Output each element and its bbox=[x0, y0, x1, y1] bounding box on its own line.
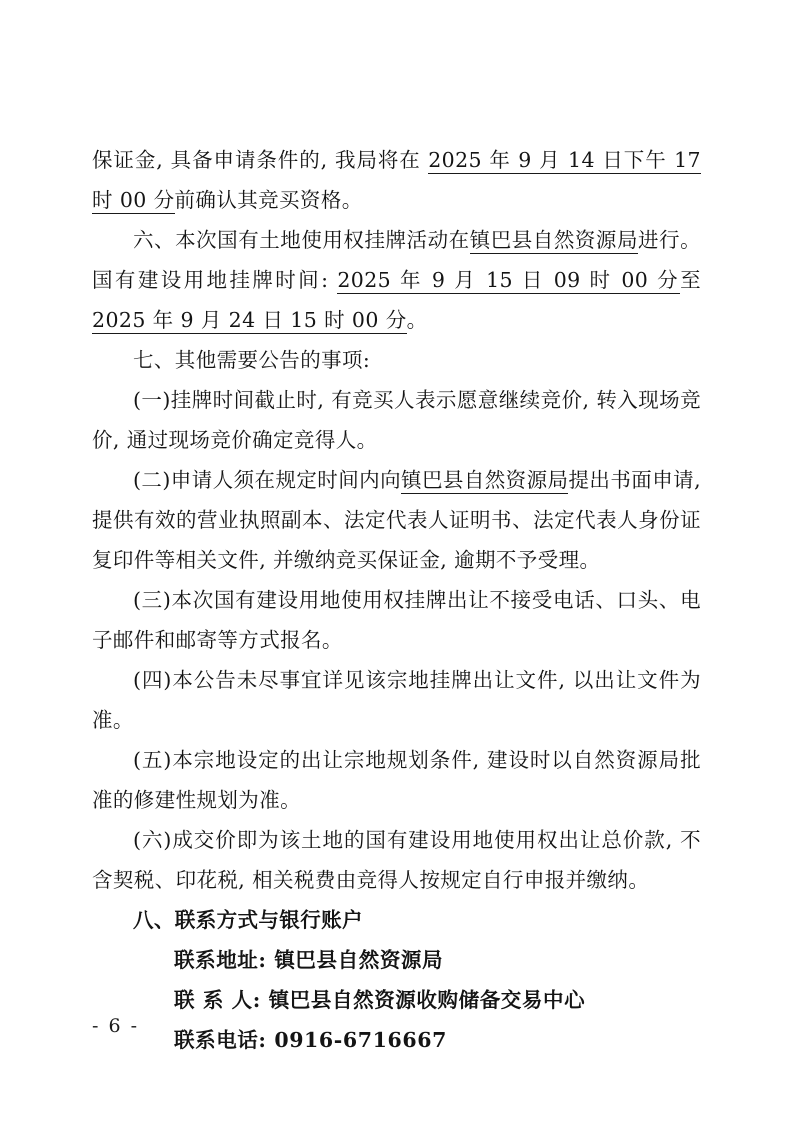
text-run: 七、其他需要公告的事项: bbox=[133, 348, 371, 372]
paragraph-deposit-qualification bbox=[92, 140, 701, 220]
text-run: 八、联系方式与银行账户 bbox=[133, 908, 363, 932]
text-run: (三)本次国有建设用地使用权挂牌出让不接受电话、口头、电子邮件和邮寄等方式报名。 bbox=[92, 588, 701, 652]
text-run: (五)本宗地设定的出让宗地规划条件, 建设时以自然资源局批准的修建性规划为准。 bbox=[92, 748, 701, 812]
contact-block bbox=[92, 940, 701, 1060]
paragraph-item-eight bbox=[92, 900, 701, 940]
contact-address-label: 联系地址: bbox=[174, 948, 267, 972]
text-run: (六)成交价即为该土地的国有建设用地使用权出让总价款, 不含契税、印花税, 相关税费由竞得人按规定自行申报并缴纳。 bbox=[92, 828, 701, 892]
text-run: 保证金, 具备申请条件的, 我局将在 bbox=[92, 148, 429, 172]
paragraph-sub-one bbox=[92, 380, 701, 460]
page-number: - 6 - bbox=[92, 1015, 140, 1037]
underlined-authority: 镇巴县自然资源局 bbox=[401, 468, 569, 492]
text-run: 进行。国有建设用地挂牌时间: bbox=[92, 228, 701, 292]
document-body bbox=[92, 140, 701, 1060]
paragraph-sub-three bbox=[92, 580, 701, 660]
contact-person-value: 镇巴县自然资源收购储备交易中心 bbox=[268, 988, 586, 1012]
underlined-date-confirm: 2025 年 9 月 14 日下午 17 时 00 分 bbox=[92, 148, 701, 212]
underlined-start-time: 2025 年 9 月 15 日 09 时 00 分 bbox=[337, 268, 681, 292]
paragraph-item-seven bbox=[92, 340, 701, 380]
underlined-venue: 镇巴县自然资源局 bbox=[469, 228, 639, 252]
contact-person-line bbox=[174, 980, 701, 1020]
paragraph-sub-four bbox=[92, 660, 701, 740]
text-run: (一)挂牌时间截止时, 有竞买人表示愿意继续竞价, 转入现场竞价, 通过现场竞价确定竞得人。 bbox=[92, 388, 701, 452]
contact-address-value: 镇巴县自然资源局 bbox=[274, 948, 444, 972]
text-run: 六、本次国有土地使用权挂牌活动在 bbox=[133, 228, 470, 252]
underlined-end-time: 2025 年 9 月 24 日 15 时 00 分 bbox=[92, 308, 407, 332]
contact-phone-label: 联系电话: bbox=[174, 1028, 267, 1052]
contact-person-label: 联 系 人: bbox=[174, 988, 261, 1012]
contact-address-line bbox=[174, 940, 701, 980]
text-run: (四)本公告未尽事宜详见该宗地挂牌出让文件, 以出让文件为准。 bbox=[92, 668, 701, 732]
text-run: (二)申请人须在规定时间内向 bbox=[133, 468, 402, 492]
paragraph-sub-two bbox=[92, 460, 701, 580]
paragraph-item-six bbox=[92, 220, 701, 340]
text-run: 提出书面申请, 提供有效的营业执照副本、法定代表人证明书、法定代表人身份证复印件等相关文件, 并缴纳竞买保证金, 逾期不予受理。 bbox=[92, 468, 701, 572]
text-run: 前确认其竞买资格。 bbox=[174, 188, 363, 212]
text-run: 至 bbox=[680, 268, 701, 292]
paragraph-sub-six bbox=[92, 820, 701, 900]
paragraph-sub-five bbox=[92, 740, 701, 820]
contact-phone-value: 0916-6716667 bbox=[274, 1028, 447, 1052]
text-run: 。 bbox=[406, 308, 428, 332]
